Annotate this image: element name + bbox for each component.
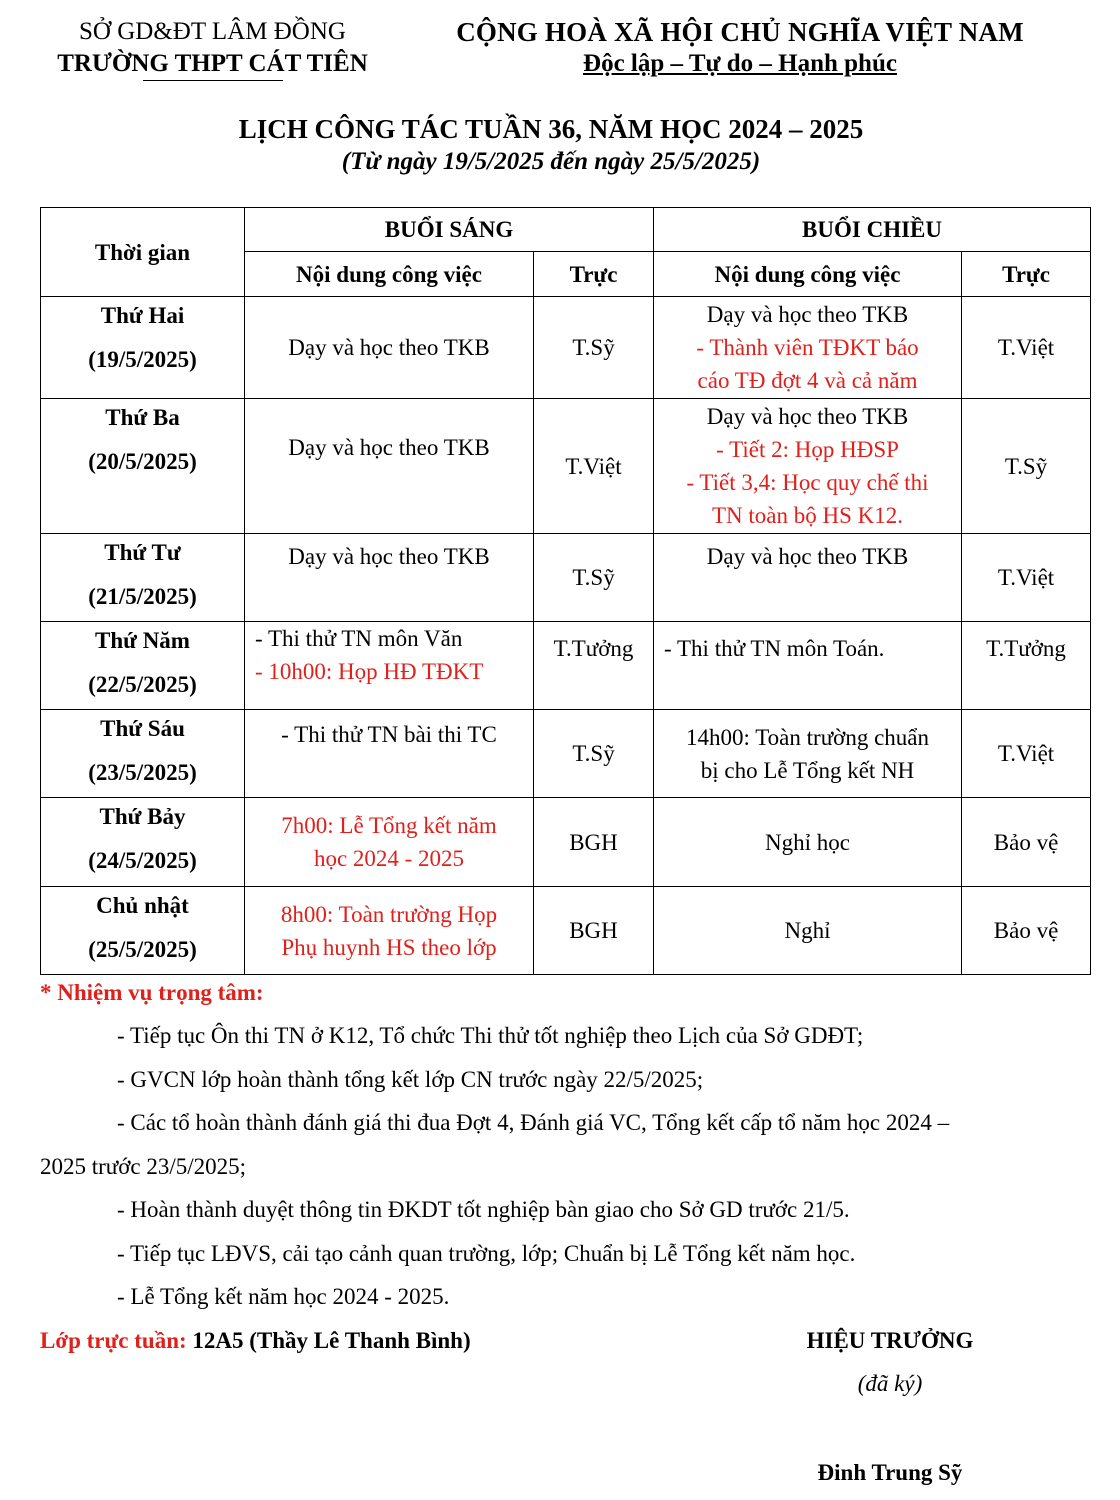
content-line: - Thi thử TN môn Văn <box>255 626 463 651</box>
day-cell <box>41 534 245 622</box>
afternoon-duty: T.Việt <box>962 710 1091 798</box>
day-date: (20/5/2025) <box>88 449 197 474</box>
school-name: TRƯỜNG THPT CÁT TIÊN <box>57 50 368 77</box>
afternoon-content <box>654 534 962 622</box>
task-item: - Tiếp tục LĐVS, cải tạo cảnh quan trường, lớp; Chuẩn bị Lễ Tổng kết năm học. <box>117 1240 856 1266</box>
day-name: Chủ nhật <box>96 893 189 918</box>
task-item: - Lễ Tổng kết năm học 2024 - 2025. <box>117 1284 450 1309</box>
content-line: Dạy và học theo TKB <box>706 544 909 569</box>
nation-name: CỘNG HOÀ XÃ HỘI CHỦ NGHĨA VIỆT NAM <box>456 17 1024 47</box>
task-item: - GVCN lớp hoàn thành tổng kết lớp CN trước ngày 22/5/2025; <box>117 1066 704 1092</box>
content-line: - Thi thử TN bài thi TC <box>281 722 497 747</box>
day-name: Thứ Hai <box>100 303 185 328</box>
morning-content <box>245 798 534 887</box>
duty-class-value: 12A5 (Thầy Lê Thanh Bình) <box>186 1328 471 1353</box>
day-name: Thứ Ba <box>105 405 180 430</box>
afternoon-duty: T.Việt <box>962 534 1091 622</box>
morning-duty: T.Sỹ <box>534 710 654 798</box>
afternoon-header: BUỔI CHIỀU <box>654 208 1091 252</box>
content-line-highlight: TN toàn bộ HS K12. <box>712 503 904 528</box>
morning-content <box>245 297 534 399</box>
morning-content <box>245 887 534 975</box>
content-line-highlight: Phụ huynh HS theo lớp <box>281 934 497 960</box>
morning-content <box>245 710 534 798</box>
duty-class-label: Lớp trực tuần: <box>40 1328 187 1353</box>
task-item: - Các tổ hoàn thành đánh giá thi đua Đợt 4, Đánh giá VC, Tổng kết cấp tổ năm học 2024 – <box>117 1110 950 1135</box>
task-item-continued: 2025 trước 23/5/2025; <box>40 1153 247 1179</box>
day-name: Thứ Sáu <box>100 716 185 741</box>
afternoon-duty-header: Trực <box>962 252 1091 297</box>
task-item: - Tiếp tục Ôn thi TN ở K12, Tổ chức Thi thử tốt nghiệp theo Lịch của Sở GDĐT; <box>117 1023 864 1048</box>
document-title: LỊCH CÔNG TÁC TUẦN 36, NĂM HỌC 2024 – 2025 <box>238 114 864 144</box>
afternoon-content <box>654 399 962 534</box>
afternoon-content <box>654 622 962 710</box>
day-cell <box>41 710 245 798</box>
content-line-highlight: 8h00: Toàn trường Họp <box>280 901 498 927</box>
content-line-highlight: - Tiết 3,4: Học quy chế thi <box>686 470 929 495</box>
content-line-highlight: - Thành viên TĐKT báo <box>696 335 919 360</box>
morning-duty: BGH <box>534 798 654 887</box>
table-row <box>41 534 1091 622</box>
content-line-highlight: - Tiết 2: Họp HĐSP <box>716 437 899 462</box>
duty-class <box>40 1325 471 1357</box>
key-tasks-heading: * Nhiệm vụ trọng tâm: <box>40 980 264 1005</box>
content-line-highlight: học 2024 - 2025 <box>313 846 465 871</box>
day-name: Thứ Năm <box>95 628 190 653</box>
morning-duty: T.Sỹ <box>534 534 654 622</box>
table-row <box>41 297 1091 399</box>
table-row <box>41 798 1091 887</box>
afternoon-content <box>654 710 962 798</box>
time-column-header: Thời gian <box>41 208 245 297</box>
afternoon-duty: T.Việt <box>962 297 1091 399</box>
key-tasks <box>40 978 1100 1319</box>
content-line-highlight: 7h00: Lễ Tổng kết năm <box>281 813 497 838</box>
department-name: SỞ GD&ĐT LÂM ĐỒNG <box>79 18 346 45</box>
day-name: Thứ Tư <box>104 540 181 565</box>
morning-duty: T.Việt <box>534 399 654 534</box>
task-item: - Hoàn thành duyệt thông tin ĐKDT tốt nghiệp bàn giao cho Sở GD trước 21/5. <box>117 1197 850 1222</box>
day-date: (19/5/2025) <box>88 347 197 372</box>
school-underline <box>143 80 283 81</box>
content-line-highlight: cáo TĐ đợt 4 và cả năm <box>697 368 918 393</box>
signature-title: HIỆU TRƯỞNG <box>806 1328 974 1353</box>
schedule-table <box>40 207 1091 975</box>
document-subtitle: (Từ ngày 19/5/2025 đến ngày 25/5/2025) <box>341 148 761 175</box>
day-date: (24/5/2025) <box>88 848 197 873</box>
content-line: Dạy và học theo TKB <box>288 544 490 569</box>
content-line: Dạy và học theo TKB <box>288 435 490 460</box>
morning-duty: T.Sỹ <box>534 297 654 399</box>
content-line: Dạy và học theo TKB <box>288 335 490 360</box>
afternoon-duty: T.Tưởng <box>962 622 1091 710</box>
content-line-highlight: - 10h00: Họp HĐ TĐKT <box>255 659 484 684</box>
table-row <box>41 399 1091 534</box>
morning-content <box>245 622 534 710</box>
table-row <box>41 622 1091 710</box>
day-cell <box>41 399 245 534</box>
day-date: (22/5/2025) <box>88 672 197 697</box>
morning-duty: T.Tưởng <box>534 622 654 710</box>
content-line: - Thi thử TN môn Toán. <box>664 636 885 661</box>
header-right <box>440 16 1040 80</box>
content-line: 14h00: Toàn trường chuẩn <box>686 724 929 750</box>
signature-name: Đinh Trung Sỹ <box>817 1460 963 1485</box>
table-row <box>41 710 1091 798</box>
day-cell <box>41 622 245 710</box>
day-cell <box>41 297 245 399</box>
day-date: (25/5/2025) <box>88 937 197 962</box>
content-line: Dạy và học theo TKB <box>706 302 909 327</box>
afternoon-duty: Bảo vệ <box>962 798 1091 887</box>
morning-content <box>245 399 534 534</box>
afternoon-content <box>654 297 962 399</box>
morning-header: BUỔI SÁNG <box>245 208 654 252</box>
day-name: Thứ Bảy <box>99 804 186 829</box>
day-cell <box>41 798 245 887</box>
header-left <box>40 16 385 81</box>
morning-content <box>245 534 534 622</box>
day-cell <box>41 887 245 975</box>
afternoon-duty: Bảo vệ <box>962 887 1091 975</box>
afternoon-content-header: Nội dung công việc <box>654 252 962 297</box>
morning-duty-header: Trực <box>534 252 654 297</box>
signature-note: (đã ký) <box>857 1371 923 1396</box>
day-date: (23/5/2025) <box>88 760 197 785</box>
day-date: (21/5/2025) <box>88 584 197 609</box>
afternoon-content: Nghỉ <box>654 887 962 975</box>
table-row <box>41 887 1091 975</box>
morning-content-header: Nội dung công việc <box>245 252 534 297</box>
afternoon-duty: T.Sỹ <box>962 399 1091 534</box>
content-line: bị cho Lễ Tổng kết NH <box>700 757 915 783</box>
morning-duty: BGH <box>534 887 654 975</box>
national-motto: Độc lập – Tự do – Hạnh phúc <box>583 50 897 77</box>
afternoon-content: Nghỉ học <box>654 798 962 887</box>
content-line: Dạy và học theo TKB <box>706 404 909 429</box>
